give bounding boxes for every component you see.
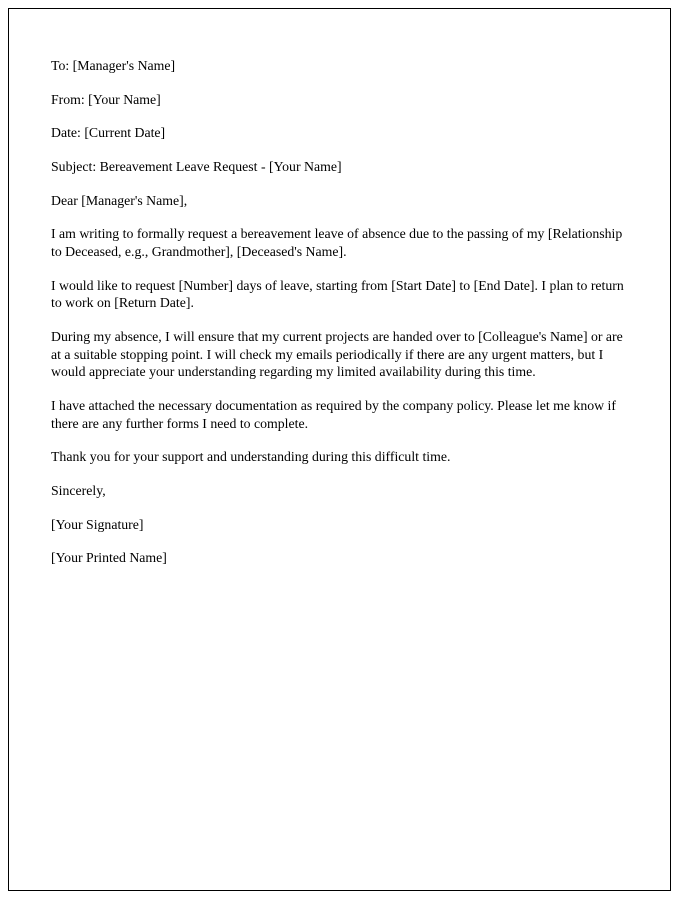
letter-body [9,9,670,567]
letter-line-subject: Subject: Bereavement Leave Request - [Your Name] [51,158,342,174]
letter-salutation: Dear [Manager's Name], [51,192,188,208]
letter-signature-placeholder: [Your Signature] [51,516,144,532]
letter-closing: Sincerely, [51,482,106,498]
letter-page [8,8,671,891]
letter-paragraph-documentation: I have attached the necessary documentation as required by the company policy. Please let me know if there are any further forms I need to complete. [51,397,616,431]
letter-printed-name-placeholder: [Your Printed Name] [51,550,167,566]
letter-paragraph-request-intro: I am writing to formally request a bereavement leave of absence due to the passing of my [Relationship to Deceased, e.g., Grandmother], [Deceased's Name]. [51,226,623,259]
letter-line-date: Date: [Current Date] [51,125,166,141]
letter-paragraph-thanks: Thank you for your support and understanding during this difficult time. [51,449,451,465]
letter-paragraph-handover: During my absence, I will ensure that my current projects are handed over to [Colleague's Name] or are at a suitable stopping point. I will check my emails periodically if there are any urgent matters, but I would appreciate your understanding regarding my limited availability during this time. [51,328,623,380]
letter-paragraph-leave-dates: I would like to request [Number] days of leave, starting from [Start Date] to [End Date]. I plan to return to work on [Return Date]. [51,277,624,311]
letter-line-to: To: [Manager's Name] [51,58,176,73]
letter-line-from: From: [Your Name] [51,91,161,107]
